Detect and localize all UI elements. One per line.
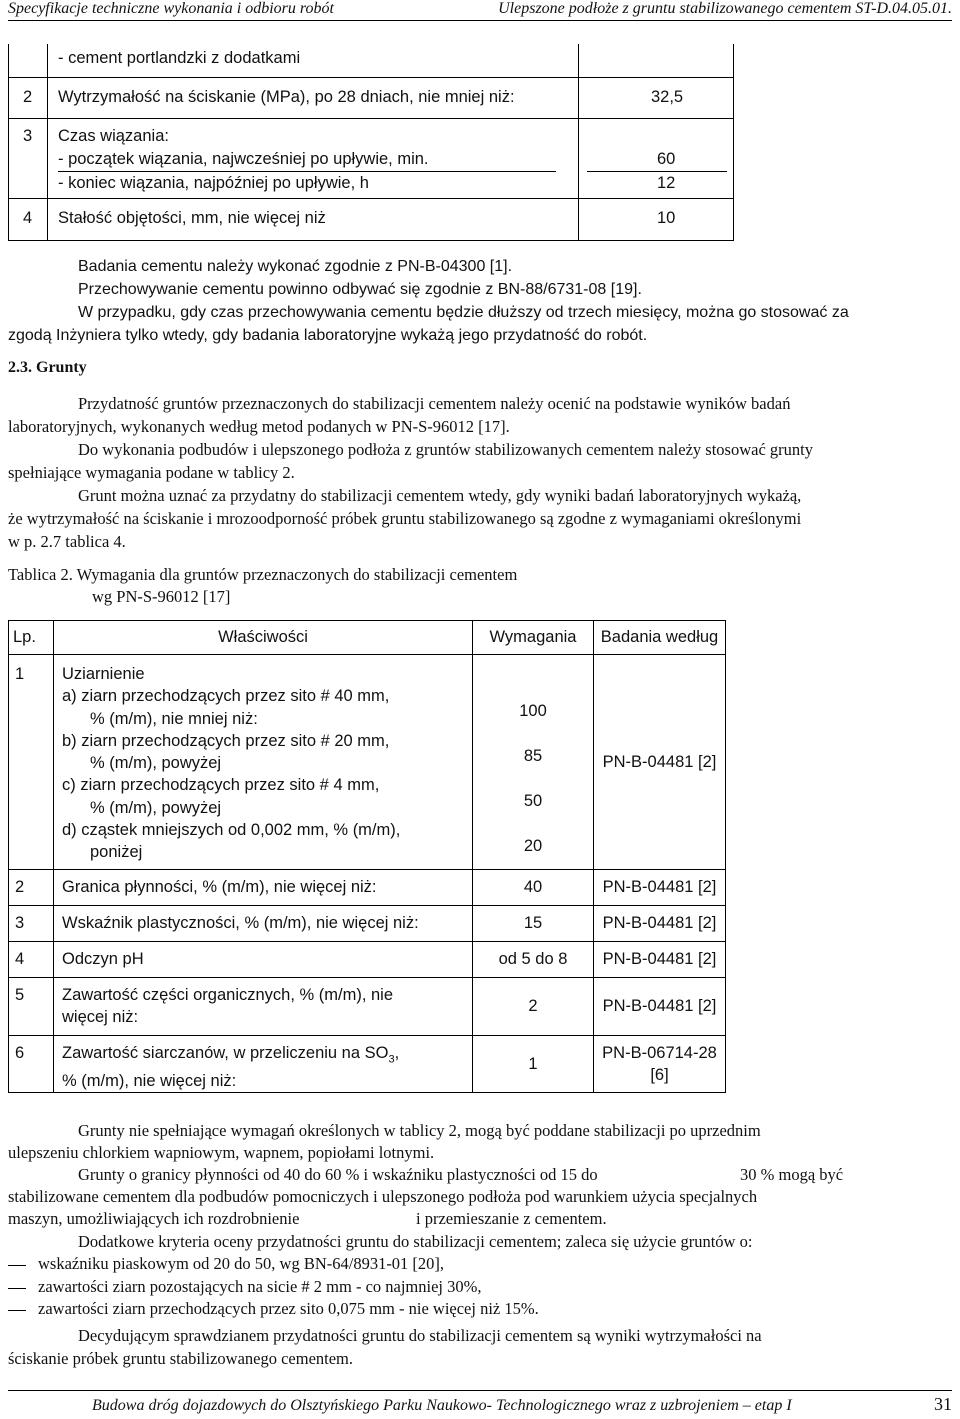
header-right: Ulepszone podłoże z gruntu stabilizowanego cementem ST-D.04.05.01.: [498, 0, 952, 17]
paragraph: w p. 2.7 tablica 4.: [8, 532, 126, 551]
bullet-item: [8, 1253, 444, 1275]
cement-row-value: 10: [579, 198, 734, 240]
footer-text: Budowa dróg dojazdowych do Olsztyńskiego Parku Naukowo- Technologicznego wraz z uzbrojeniem – etap I: [92, 1397, 792, 1414]
requirement-value: 1: [473, 1036, 594, 1093]
paragraph: i przemieszanie z cementem.: [416, 1209, 607, 1228]
paragraph: W przypadku, gdy czas przechowywania cementu będzie dłuższy od trzech miesięcy, można go stosować za: [78, 304, 849, 321]
requirement-value: 50: [523, 792, 543, 810]
paragraph: laboratoryjnych, wykonanych według metod podanych w PN-S-96012 [17].: [8, 417, 510, 436]
row-number: 6: [9, 1036, 54, 1093]
row-number: 5: [9, 978, 54, 1036]
soil-requirements-table: [8, 620, 726, 1093]
cement-row-desc: - cement portlandzki z dodatkami: [48, 44, 579, 77]
setting-start-desc: - początek wiązania, najwcześniej po upływie, min.: [58, 148, 556, 172]
cement-row-desc: Wytrzymałość na ściskanie (MPa), po 28 dniach, nie mniej niż:: [48, 77, 579, 118]
paragraph: że wytrzymałość na ściskanie i mrozoodporność próbek gruntu stabilizowanego są zgodne z wymaganiami określonymi: [8, 509, 802, 528]
paragraph: ściskanie próbek gruntu stabilizowanego cementem.: [8, 1349, 354, 1368]
property-title: Granica płynności, % (m/m), nie więcej niż:: [54, 870, 473, 906]
standard-ref: [6]: [650, 1066, 669, 1085]
row-number: 4: [9, 198, 48, 240]
bullet-text: zawartości ziarn przechodzących przez sito 0,075 mm - nie więcej niż 15%.: [38, 1299, 539, 1318]
standard-ref: PN-B-04481 [2]: [594, 978, 726, 1036]
setting-time-title: Czas wiązania:: [58, 126, 169, 145]
paragraph: Grunty o granicy płynności od 40 do 60 % i wskaźniku plastyczności od 15 do: [78, 1165, 598, 1184]
dash-bullet-icon: [8, 1310, 26, 1311]
requirement-value: 100: [519, 702, 547, 720]
subscript: 3: [388, 1053, 395, 1066]
property-title: Wskaźnik plastyczności, % (m/m), nie więcej niż:: [54, 906, 473, 942]
property-title: Uziarnienie: [62, 665, 145, 683]
paragraph: ulepszeniu chlorkiem wapniowym, wapnem, popiołami lotnymi.: [8, 1143, 435, 1162]
property-line: % (m/m), nie więcej niż:: [62, 1072, 237, 1091]
bullet-text: zawartości ziarn pozostających na sicie # 2 mm - co najmniej 30%,: [38, 1277, 482, 1296]
property-line: d) cząstek mniejszych od 0,002 mm, % (m/m),: [62, 821, 401, 840]
setting-end-value: 12: [657, 173, 676, 192]
property-line: Zawartość części organicznych, % (m/m), nie: [62, 986, 394, 1004]
property-line: a) ziarn przechodzących przez sito # 40 mm,: [62, 687, 390, 706]
header-lp: Lp.: [9, 621, 54, 655]
requirement-value: 2: [473, 978, 594, 1036]
page-header: [8, 0, 952, 21]
row-number: 3: [9, 906, 54, 942]
section-heading: 2.3. Grunty: [8, 359, 87, 376]
paragraph: maszyn, umożliwiających ich rozdrobnienie: [8, 1209, 300, 1228]
paragraph: 30 % mogą być: [740, 1165, 844, 1184]
page-number: 31: [934, 1394, 952, 1414]
property-line: ,: [394, 1044, 400, 1062]
table-caption-source: wg PN-S-96012 [17]: [92, 587, 231, 606]
dash-bullet-icon: [8, 1265, 26, 1266]
bullet-item: [8, 1276, 482, 1298]
paragraph: Badania cementu należy wykonać zgodnie z PN-B-04300 [1].: [78, 258, 513, 275]
standard-ref: PN-B-06714-28: [602, 1044, 717, 1063]
cement-table: [8, 44, 734, 241]
bullet-item: [8, 1298, 539, 1320]
paragraph: stabilizowane cementem dla podbudów pomocniczych i ulepszonego podłoża pod warunkiem użycia specjalnych: [8, 1187, 758, 1206]
paragraph: spełniające wymagania podane w tablicy 2.: [8, 463, 295, 482]
paragraph: Decydującym sprawdzianem przydatności gruntu do stabilizacji cementem są wyniki wytrzymałości na: [78, 1326, 762, 1345]
bullet-text: wskaźniku piaskowym od 20 do 50, wg BN-64/8931-01 [20],: [38, 1254, 445, 1273]
property-line: % (m/m), powyżej: [90, 754, 222, 773]
header-standard: Badania według: [594, 621, 726, 655]
header-properties: Właściwości: [54, 621, 473, 655]
requirement-value: 40: [473, 870, 594, 906]
standard-ref: PN-B-04481 [2]: [594, 870, 726, 906]
property-line: c) ziarn przechodzących przez sito # 4 mm,: [62, 776, 380, 795]
paragraph: Dodatkowe kryteria oceny przydatności gruntu do stabilizacji cementem; zaleca się użycie gruntów o:: [78, 1232, 753, 1251]
requirement-value: 15: [473, 906, 594, 942]
row-number: 1: [9, 655, 54, 870]
header-requirements: Wymagania: [473, 621, 594, 655]
table-caption: Tablica 2. Wymagania dla gruntów przeznaczonych do stabilizacji cementem: [8, 565, 518, 584]
cement-row-desc: Stałość objętości, mm, nie więcej niż: [48, 198, 579, 240]
paragraph: zgodą Inżyniera tylko wtedy, gdy badania laboratoryjne wykażą jego przydatność do robót.: [8, 327, 648, 344]
standard-ref: PN-B-04481 [2]: [594, 942, 726, 978]
property-line: więcej niż:: [62, 1008, 139, 1026]
requirement-value: od 5 do 8: [473, 942, 594, 978]
row-number: 2: [9, 870, 54, 906]
property-line: % (m/m), nie mniej niż:: [90, 709, 258, 728]
paragraph: Grunt można uznać za przydatny do stabilizacji cementem wtedy, gdy wyniki badań laboratoryjnych wykażą,: [78, 486, 802, 505]
setting-end-desc: - koniec wiązania, najpóźniej po upływie, h: [58, 173, 369, 192]
paragraph: Grunty nie spełniające wymagań określonych w tablicy 2, mogą być poddane stabilizacji po uprzednim: [78, 1121, 761, 1140]
row-number: 2: [9, 77, 48, 118]
row-number: 3: [9, 118, 48, 198]
standard-ref: PN-B-04481 [2]: [594, 655, 726, 870]
paragraph: Przydatność gruntów przeznaczonych do stabilizacji cementem należy ocenić na podstawie wyników badań: [78, 394, 791, 413]
property-line: % (m/m), powyżej: [90, 798, 222, 817]
property-line: poniżej: [90, 843, 143, 862]
page-footer: [8, 1390, 952, 1419]
cement-row-value: 32,5: [579, 77, 734, 118]
setting-start-value: 60: [587, 148, 727, 172]
property-line: b) ziarn przechodzących przez sito # 20 mm,: [62, 731, 390, 750]
property-title: Odczyn pH: [54, 942, 473, 978]
paragraph: Do wykonania podbudów i ulepszonego podłoża z gruntów stabilizowanych cementem należy stosować grunty: [78, 440, 813, 459]
dash-bullet-icon: [8, 1288, 26, 1289]
standard-ref: PN-B-04481 [2]: [594, 906, 726, 942]
requirement-value: 20: [523, 837, 543, 855]
requirement-value: 85: [523, 747, 543, 765]
row-number: 4: [9, 942, 54, 978]
property-line: Zawartość siarczanów, w przeliczeniu na SO: [62, 1044, 389, 1062]
header-left: Specyfikacje techniczne wykonania i odbioru robót: [8, 0, 334, 17]
paragraph: Przechowywanie cementu powinno odbywać się zgodnie z BN-88/6731-08 [19].: [78, 281, 642, 298]
